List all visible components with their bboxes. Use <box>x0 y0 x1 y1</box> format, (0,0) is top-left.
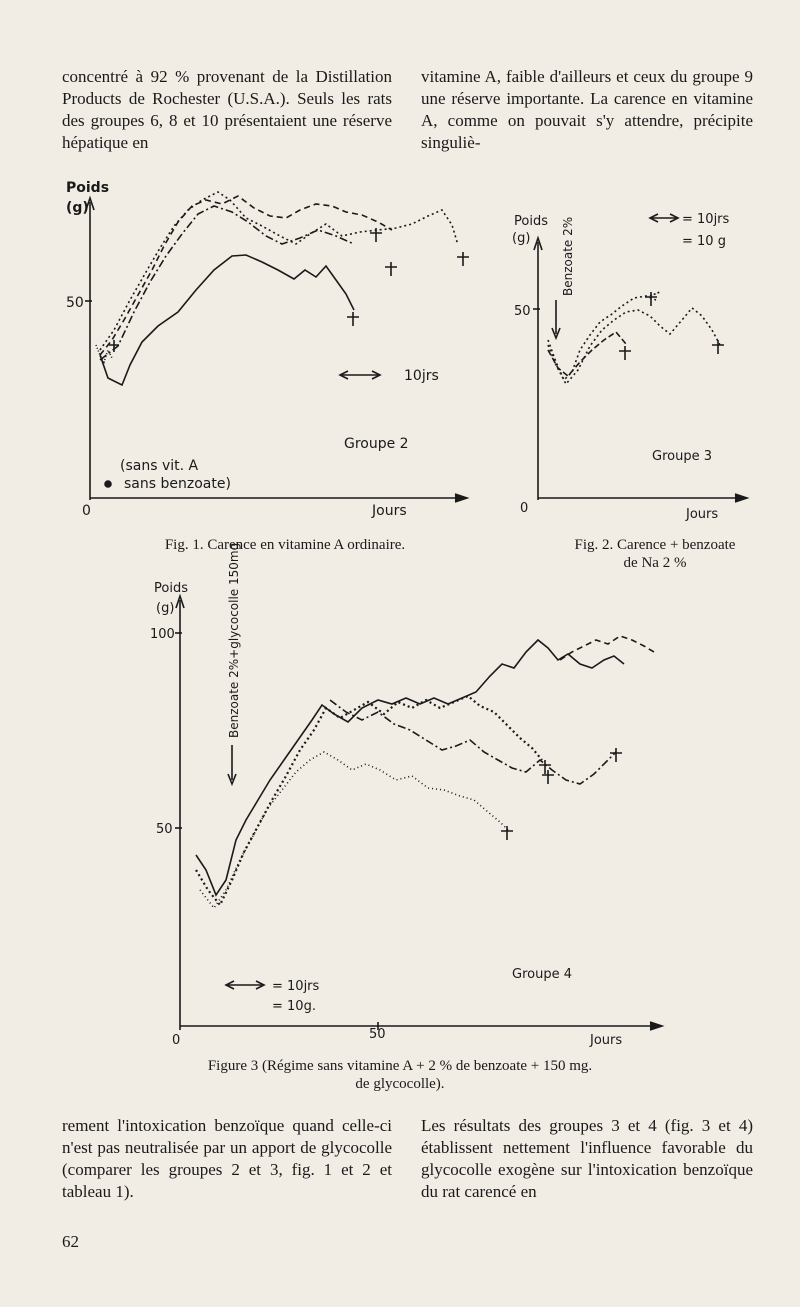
fig2-origin: 0 <box>520 501 529 516</box>
fig2-ylabel: Poids <box>514 214 548 229</box>
paragraph: rement l'intoxication benzoïque quand celle-ci n'est pas neutralisée par un apport de glycocolle (comparer les groupes 2 et 3, fig. 1 et 2 et tableau 1). <box>62 1116 392 1201</box>
fig1-group-label: Groupe 2 <box>344 436 409 452</box>
fig3-series-dotted <box>200 752 508 908</box>
fig2-scale-days: = 10jrs <box>682 212 730 227</box>
fig2-scale-grams: = 10 g <box>682 234 726 249</box>
fig3-group-label: Groupe 4 <box>512 967 572 982</box>
fig3-series-solid <box>196 640 624 895</box>
paragraph: Les résultats des groupes 3 et 4 (fig. 3 et 4) établissent nettement l'influence favorable du glycocolle exogène sur l'intoxication benzoïque du rat carencé en <box>421 1116 753 1201</box>
fig1-legend-line1: (sans vit. A <box>120 458 199 474</box>
paragraph: vitamine A, faible d'ailleurs et ceux du groupe 9 une réserve importante. La carence en vitamine A, comme on pouvait s'y attendre, précipite singuliè- <box>421 67 753 152</box>
fig3-ylabel-unit: (g) <box>156 601 175 616</box>
fig3-xlabel: Jours <box>590 1033 623 1048</box>
fig2-x-arrow <box>735 494 747 502</box>
page-number: 62 <box>62 1232 79 1251</box>
fig1-caption: Fig. 1. Carence en vitamine A ordinaire. <box>164 537 406 553</box>
fig3-caption-line2: de glycocolle). <box>355 1076 445 1092</box>
fig3-xtick-50: 50 <box>369 1027 386 1042</box>
text-column-bottom-left <box>62 1115 392 1203</box>
paragraph: concentré à 92 % provenant de la Distillation Products de Rochester (U.S.A.). Seuls les rats des groupes 6, 8 et 10 présentaient une réserve hépatique en <box>62 67 392 152</box>
fig1-cross-2 <box>385 262 397 276</box>
fig2-cross-3 <box>712 340 724 354</box>
fig1-scale-label: 10jrs <box>404 368 439 384</box>
fig3-glycocolle-note: Benzoate 2%+glycocolle 150mg <box>227 542 241 738</box>
fig3-ylabel: Poids <box>154 581 188 596</box>
fig3-scale-days: = 10jrs <box>272 979 320 994</box>
fig2-group-label: Groupe 3 <box>652 449 712 464</box>
fig3-ytick-50: 50 <box>156 822 173 837</box>
fig3-caption-line1: Figure 3 (Régime sans vitamine A + 2 % de benzoate + 150 mg. <box>207 1058 593 1074</box>
fig2-benzoate-note: Benzoate 2% <box>561 216 575 296</box>
fig1-legend-line2: sans benzoate) <box>124 476 231 492</box>
fig1-series-dashdot <box>100 206 354 360</box>
text-column-bottom-right <box>421 1115 753 1203</box>
fig2-ytick-50: 50 <box>514 304 531 319</box>
fig3-cross-3 <box>542 770 554 784</box>
fig3-cross-1 <box>539 760 551 774</box>
figure-3-graph <box>175 596 662 1030</box>
fig3-cross-4 <box>610 748 622 762</box>
fig2-xlabel: Jours <box>686 507 719 522</box>
fig2-cross-2 <box>619 346 631 360</box>
fig3-ytick-100: 100 <box>150 627 175 642</box>
fig2-series-2 <box>548 308 720 384</box>
fig3-series-crossed <box>196 696 542 905</box>
figure-1-graph <box>85 192 469 502</box>
fig1-legend-dot <box>105 481 111 487</box>
fig1-series-solid <box>100 255 354 385</box>
fig3-series-dashdot <box>330 700 616 784</box>
fig1-x-arrow <box>455 494 467 502</box>
fig1-ylabel: Poids <box>66 180 110 196</box>
fig2-caption-line2: de Na 2 % <box>623 555 687 571</box>
fig2-series-1 <box>548 296 656 380</box>
fig1-cross-1 <box>347 312 359 326</box>
fig2-ylabel-unit: (g) <box>512 231 531 246</box>
fig1-ylabel-unit: (g) <box>66 200 89 216</box>
fig1-xlabel: Jours <box>372 503 407 519</box>
fig3-series-dashed <box>560 636 654 660</box>
fig1-origin: 0 <box>82 503 91 519</box>
fig3-cross-2 <box>501 826 513 840</box>
fig3-origin: 0 <box>172 1033 181 1048</box>
fig2-caption-line1: Fig. 2. Carence + benzoate <box>574 537 736 553</box>
fig3-scale-grams: = 10g. <box>272 999 316 1014</box>
fig3-x-arrow <box>650 1022 662 1030</box>
fig1-cross-3 <box>457 252 469 266</box>
fig1-ytick-50: 50 <box>66 295 84 311</box>
